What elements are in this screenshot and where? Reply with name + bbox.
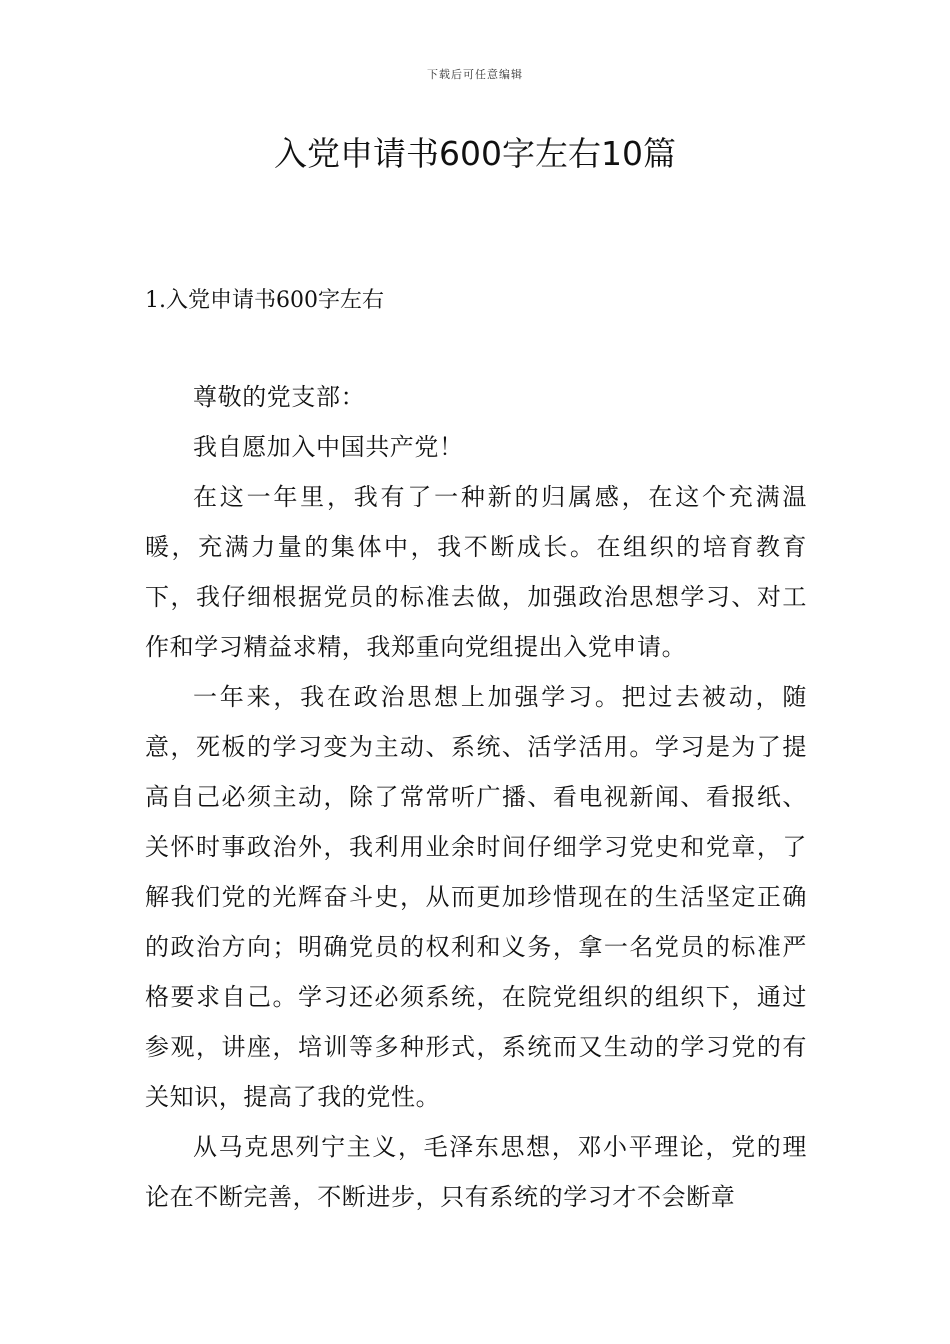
paragraph-study: 一年来，我在政治思想上加强学习。把过去被动，随意，死板的学习变为主动、系统、活学活用。学习是为了提高自己必须主动，除了常常听广播、看电视新闻、看报纸、关怀时事政治外，我利用业余时间仔细学习党史和党章，了解我们党的光辉奋斗史，从而更加珍惜现在的生活坚定正确的政治方向；明确党员的权利和义务，拿一名党员的标准严格要求自己。学习还必须系统，在院党组织的组织下，通过参观，讲座，培训等多种形式，系统而又生动的学习党的有关知识，提高了我的党性。 [145, 683, 807, 1111]
paragraph-belonging: 在这一年里，我有了一种新的归属感，在这个充满温暖，充满力量的集体中，我不断成长。在组织的培育教育下，我仔细根据党员的标准去做，加强政治思想学习、对工作和学习精益求精，我郑重向党组提出入党申请。 [145, 483, 807, 661]
paragraph-declaration: 我自愿加入中国共产党！ [193, 433, 464, 461]
paragraph-theory: 从马克思列宁主义，毛泽东思想，邓小平理论，党的理论在不断完善，不断进步，只有系统的学习才不会断章 [145, 1133, 807, 1211]
salutation: 尊敬的党支部： [193, 383, 366, 411]
document-title: 入党申请书600字左右10篇 [274, 134, 676, 173]
letter-body [145, 372, 807, 1222]
section-heading: 1.入党申请书600字左右 [145, 288, 384, 313]
header-note: 下载后可任意编辑 [427, 68, 523, 81]
